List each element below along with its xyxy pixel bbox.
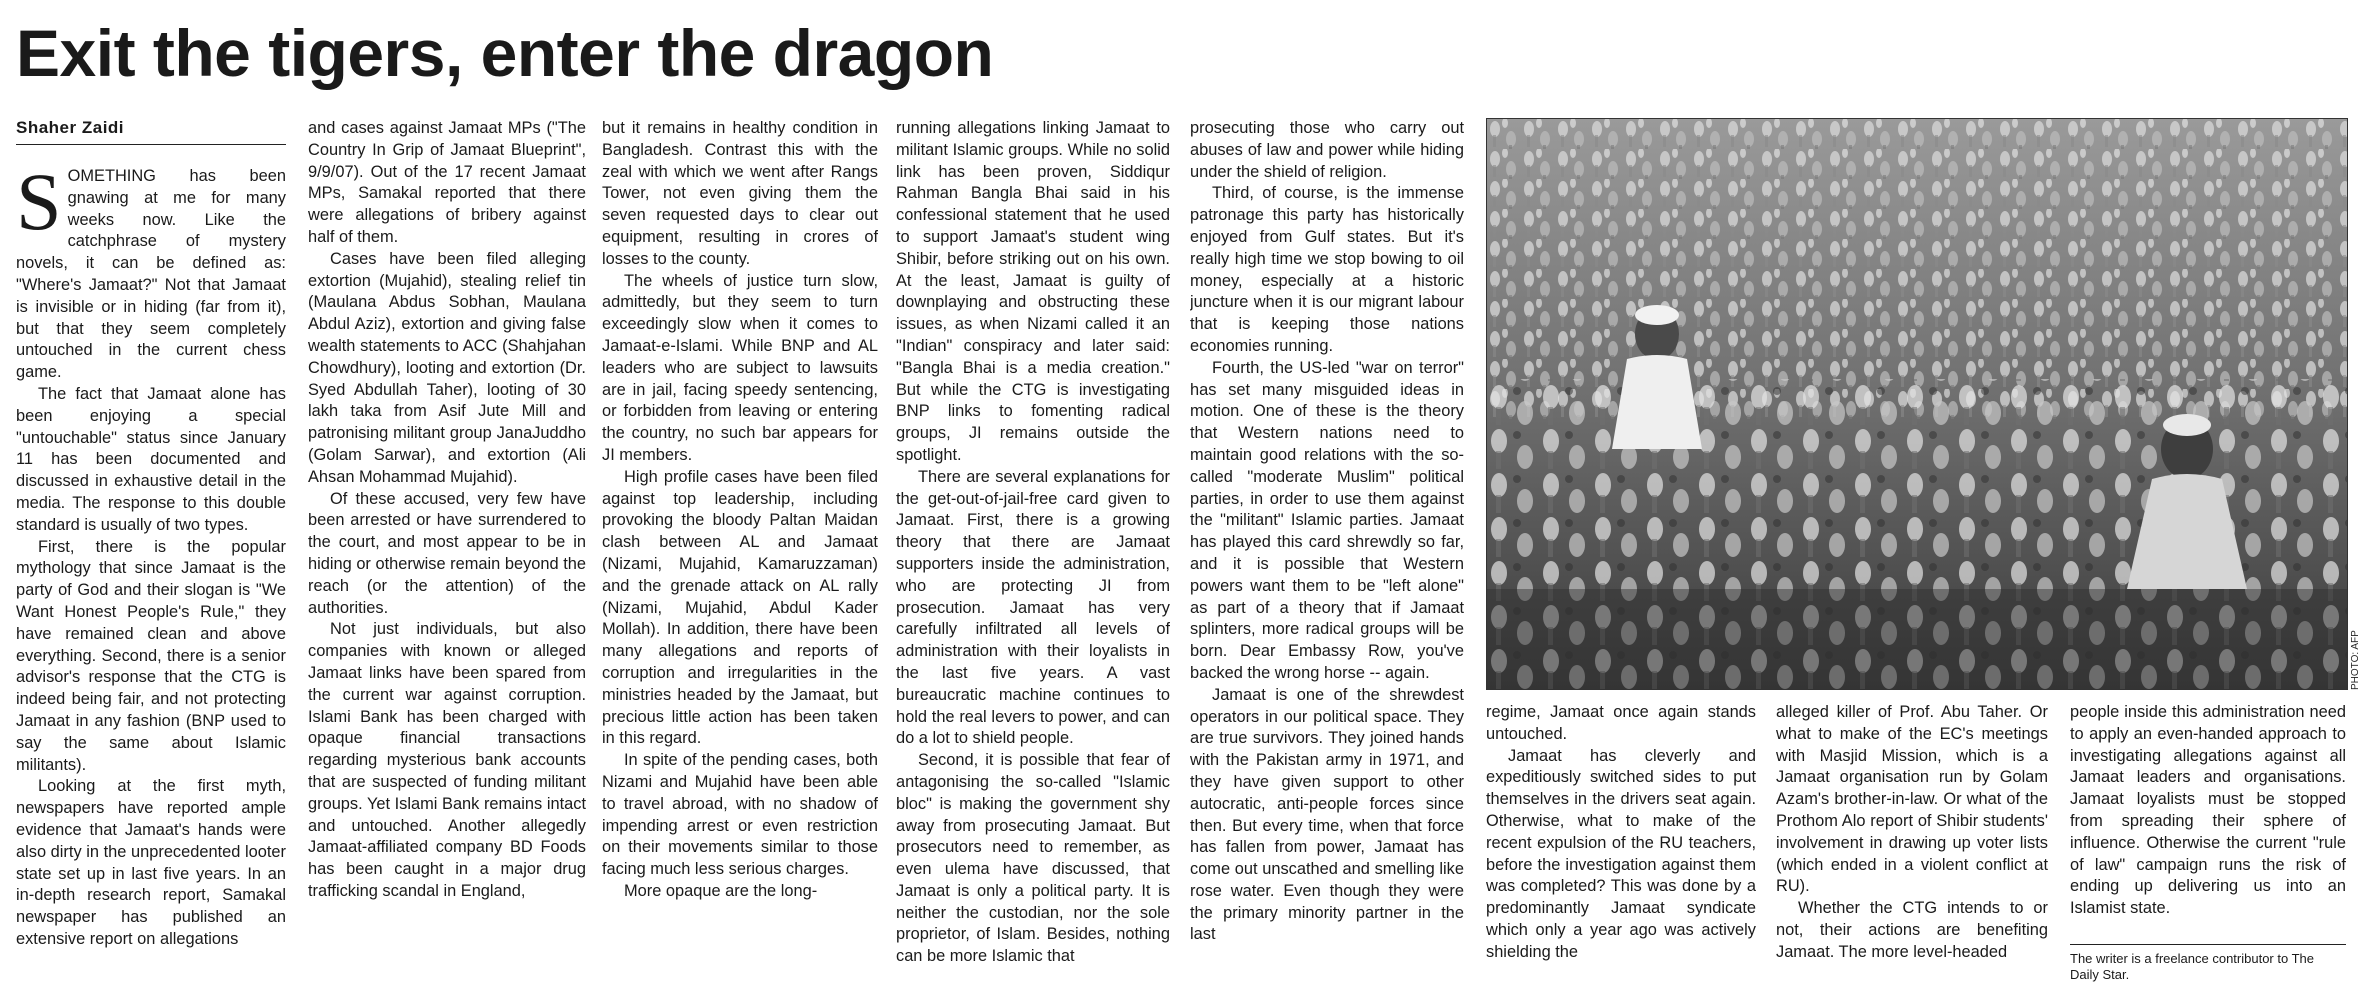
paragraph: and cases against Jamaat MPs ("The Country In Grip of Jamaat Blueprint", 9/9/07). Out of the 17 recent Jamaat MPs, Samakal reported that there were allegations of bribery against half of them. bbox=[308, 119, 586, 246]
crowd-photo-image bbox=[1487, 119, 2347, 689]
column-5 bbox=[1190, 118, 1464, 1007]
column-8 bbox=[2070, 702, 2346, 922]
paragraph: Not just individuals, but also companies with known or alleged Jamaat links have been spared from the current war against corruption. Islami Bank has been charged with opaque financial transactions regarding mysterious bank accounts that are suspected of funding militant groups. Yet Islami Bank remains intact and untouched. Another allegedly Jamaat-affiliated company BD Foods has been caught in a major drug trafficking scandal in England, bbox=[308, 620, 586, 900]
byline bbox=[16, 118, 286, 145]
crowd-photo bbox=[1486, 118, 2348, 690]
paragraph: Jamaat has cleverly and expeditiously switched sides to put themselves in the drivers seat again. Otherwise, what to make of the recent expulsion of the RU teachers, before the investigation against them was completed? This was done by a predominantly Jamaat syndicate which only a year ago was actively shielding the bbox=[1486, 746, 1756, 961]
author-note: The writer is a freelance contributor to The Daily Star. bbox=[2070, 944, 2346, 983]
drop-cap: S bbox=[16, 166, 62, 247]
paragraph: prosecuting those who carry out abuses of law and power while hiding under the shield of religion. bbox=[1190, 119, 1464, 181]
column-6 bbox=[1486, 702, 1756, 1007]
headline: Exit the tigers, enter the dragon bbox=[16, 16, 994, 90]
paragraph: High profile cases have been filed against top leadership, including provoking the bloody Paltan Maidan clash between AL and Jamaat (Nizami, Mujahid, Kamaruzzaman) and the grenade attack on AL rally (Nizami, Mujahid, Abdul Kader Mollah). In addition, there have been many allegations and reports of corruption and irregularities in the ministries headed by the Jamaat, but precious little action has been taken in this regard. bbox=[602, 467, 878, 748]
paragraph: Jamaat is one of the shrewdest operators in our political space. They are true survivors. They joined hands with the Pakistan army in 1971, and they have given support to other autocratic, anti-people forces since then. But every time, when that force has fallen from power, Jamaat has come out unscathed and smelling like rose water. Even though they were the primary minority partner in the last bbox=[1190, 685, 1464, 944]
paragraph: In spite of the pending cases, both Nizami and Mujahid have been able to travel abroad, with no shadow of impending arrest or even restriction on their movements similar to those facing much less serious charges. bbox=[602, 751, 878, 879]
paragraph: Looking at the first myth, newspapers have reported ample evidence that Jamaat's hands were also dirty in the unprecedented looter state set up in last five years. In an in-depth research report, Samakal newspaper has published an extensive report on allegations bbox=[16, 777, 286, 948]
column-3 bbox=[602, 118, 878, 1007]
author-name: Shaher Zaidi bbox=[16, 118, 125, 137]
paragraph: There are several explanations for the get-out-of-jail-free card given to Jamaat. First, there is a growing theory that there are Jamaat supporters inside the administration, who are protecting JI from prosecution. Jamaat has very carefully infiltrated all levels of administration with their loyalists in the last five years. A vast bureaucratic machine continues to hold the real levers to power, and can do a lot to shield people. bbox=[896, 467, 1170, 748]
paragraph: Second, it is possible that fear of antagonising the so-called "Islamic bloc" is making the government shy away from prosecuting Jamaat. But prosecutors need to remember, as even ulema have discussed, that Jamaat is only a political party. It is neither the custodian, nor the sole proprietor, of Islam. Besides, nothing can be more Islamic that bbox=[896, 751, 1170, 966]
paragraph: OMETHING has been gnawing at me for many weeks now. Like the catchphrase of mystery novels, it can be defined as: "Where's Jamaat?" Not that Jamaat is invisible or in hiding (far from it), but that they seem completely untouched in the current chess game. bbox=[16, 167, 286, 382]
paragraph: The fact that Jamaat alone has been enjoying a special "untouchable" status since January 11 has been documented and discussed in exhaustive detail in the media. The response to this double standard is usually of two types. bbox=[16, 384, 286, 534]
paragraph: running allegations linking Jamaat to militant Islamic groups. While no solid link has been proven, Siddiqur Rahman Bangla Bhai said in his confessional statement that he used to support Jamaat's student wing Shibir, before striking out on his own. At the least, Jamaat is guilty of downplaying and obstructing these issues, as when Nizami called it an "Indian" conspiracy and later said: "Bangla Bhai is a media creation." But while the CTG is investigating BNP links to fomenting radical groups, JI remains outside the spotlight. bbox=[896, 119, 1170, 464]
column-1 bbox=[16, 166, 286, 1007]
column-4 bbox=[896, 118, 1170, 1007]
paragraph: Of these accused, very few have been arrested or have surrendered to the court, and most appear to be in hiding or otherwise remain beyond the reach (or the attention) of the authorities. bbox=[308, 489, 586, 617]
paragraph: The wheels of justice turn slow, admittedly, but they seem to turn exceedingly slow when it comes to Jamaat-e-Islami. While BNP and AL leaders who are subject to lawsuits are in jail, facing speedy sentencing, or forbidden from leaving or entering the country, no such bar appears for JI members. bbox=[602, 271, 878, 464]
paragraph: Fourth, the US-led "war on terror" has set many misguided ideas in motion. One of these is the theory that Western nations need to maintain good relations with the so-called "moderate Muslim" political parties, in order to use them against the "militant" Islamic parties. Jamaat has played this card shrewdly so far, and it is possible that Western powers want them to be "left alone" as part of a theory that if Jamaat splinters, more radical groups will be born. Dear Embassy Row, you've backed the wrong horse -- again. bbox=[1190, 358, 1464, 682]
paragraph: people inside this administration need to apply an even-handed approach to investigating allegations against all Jamaat leaders and organisations. Jamaat loyalists must be stopped from spreading their sphere of influence. Otherwise the current "rule of law" campaign runs the risk of ending up delivering us into an Islamist state. bbox=[2070, 703, 2346, 918]
column-2 bbox=[308, 118, 586, 1007]
paragraph: alleged killer of Prof. Abu Taher. Or what to make of the EC's meetings with Masjid Mission, which is a Jamaat organisation run by Golam Azam's brother-in-law. Or what of the Prothom Alo report of Shibir students' involvement in drawing up voter lists (which ended in a violent conflict at RU). bbox=[1776, 703, 2048, 896]
paragraph: Third, of course, is the immense patronage this party has historically enjoyed from Gulf states. But it's really high time we stop bowing to oil money, especially at a historic juncture when it is our migrant labour that is keeping those nations economies running. bbox=[1190, 184, 1464, 355]
column-7 bbox=[1776, 702, 2048, 1007]
paragraph: Whether the CTG intends to or not, their actions are benefiting Jamaat. The more level-headed bbox=[1776, 899, 2048, 961]
photo-credit: PHOTO: AFP bbox=[2350, 630, 2361, 690]
paragraph: First, there is the popular mythology that since Jamaat is the party of God and their slogan is "We Want Honest People's Rule," they have remained clean and above everything. Second, there is a senior advisor's response that the CTG is indeed being fair, and not protecting Jamaat in any fashion (BNP used to say the same about Islamic militants). bbox=[16, 537, 286, 774]
paragraph: but it remains in healthy condition in Bangladesh. Contrast this with the zeal with which we went after Rangs Tower, not even giving them the seven requested days to clear out equipment, resulting in crores of losses to the county. bbox=[602, 119, 878, 268]
paragraph: Cases have been filed alleging extortion (Mujahid), stealing relief tin (Maulana Abdus Sobhan, Maulana Abdul Aziz), extortion and giving false wealth statements to ACC (Shahjahan Chowdhury), looting and extortion (Dr. Syed Abdullah Taher), looting of 30 lakh taka from Asif Jute Mill and patronising militant group JanaJuddho (Golam Sarwar), and extortion (Ali Ahsan Mohammad Mujahid). bbox=[308, 249, 586, 486]
paragraph: More opaque are the long- bbox=[624, 881, 818, 900]
paragraph: regime, Jamaat once again stands untouched. bbox=[1486, 703, 1756, 743]
